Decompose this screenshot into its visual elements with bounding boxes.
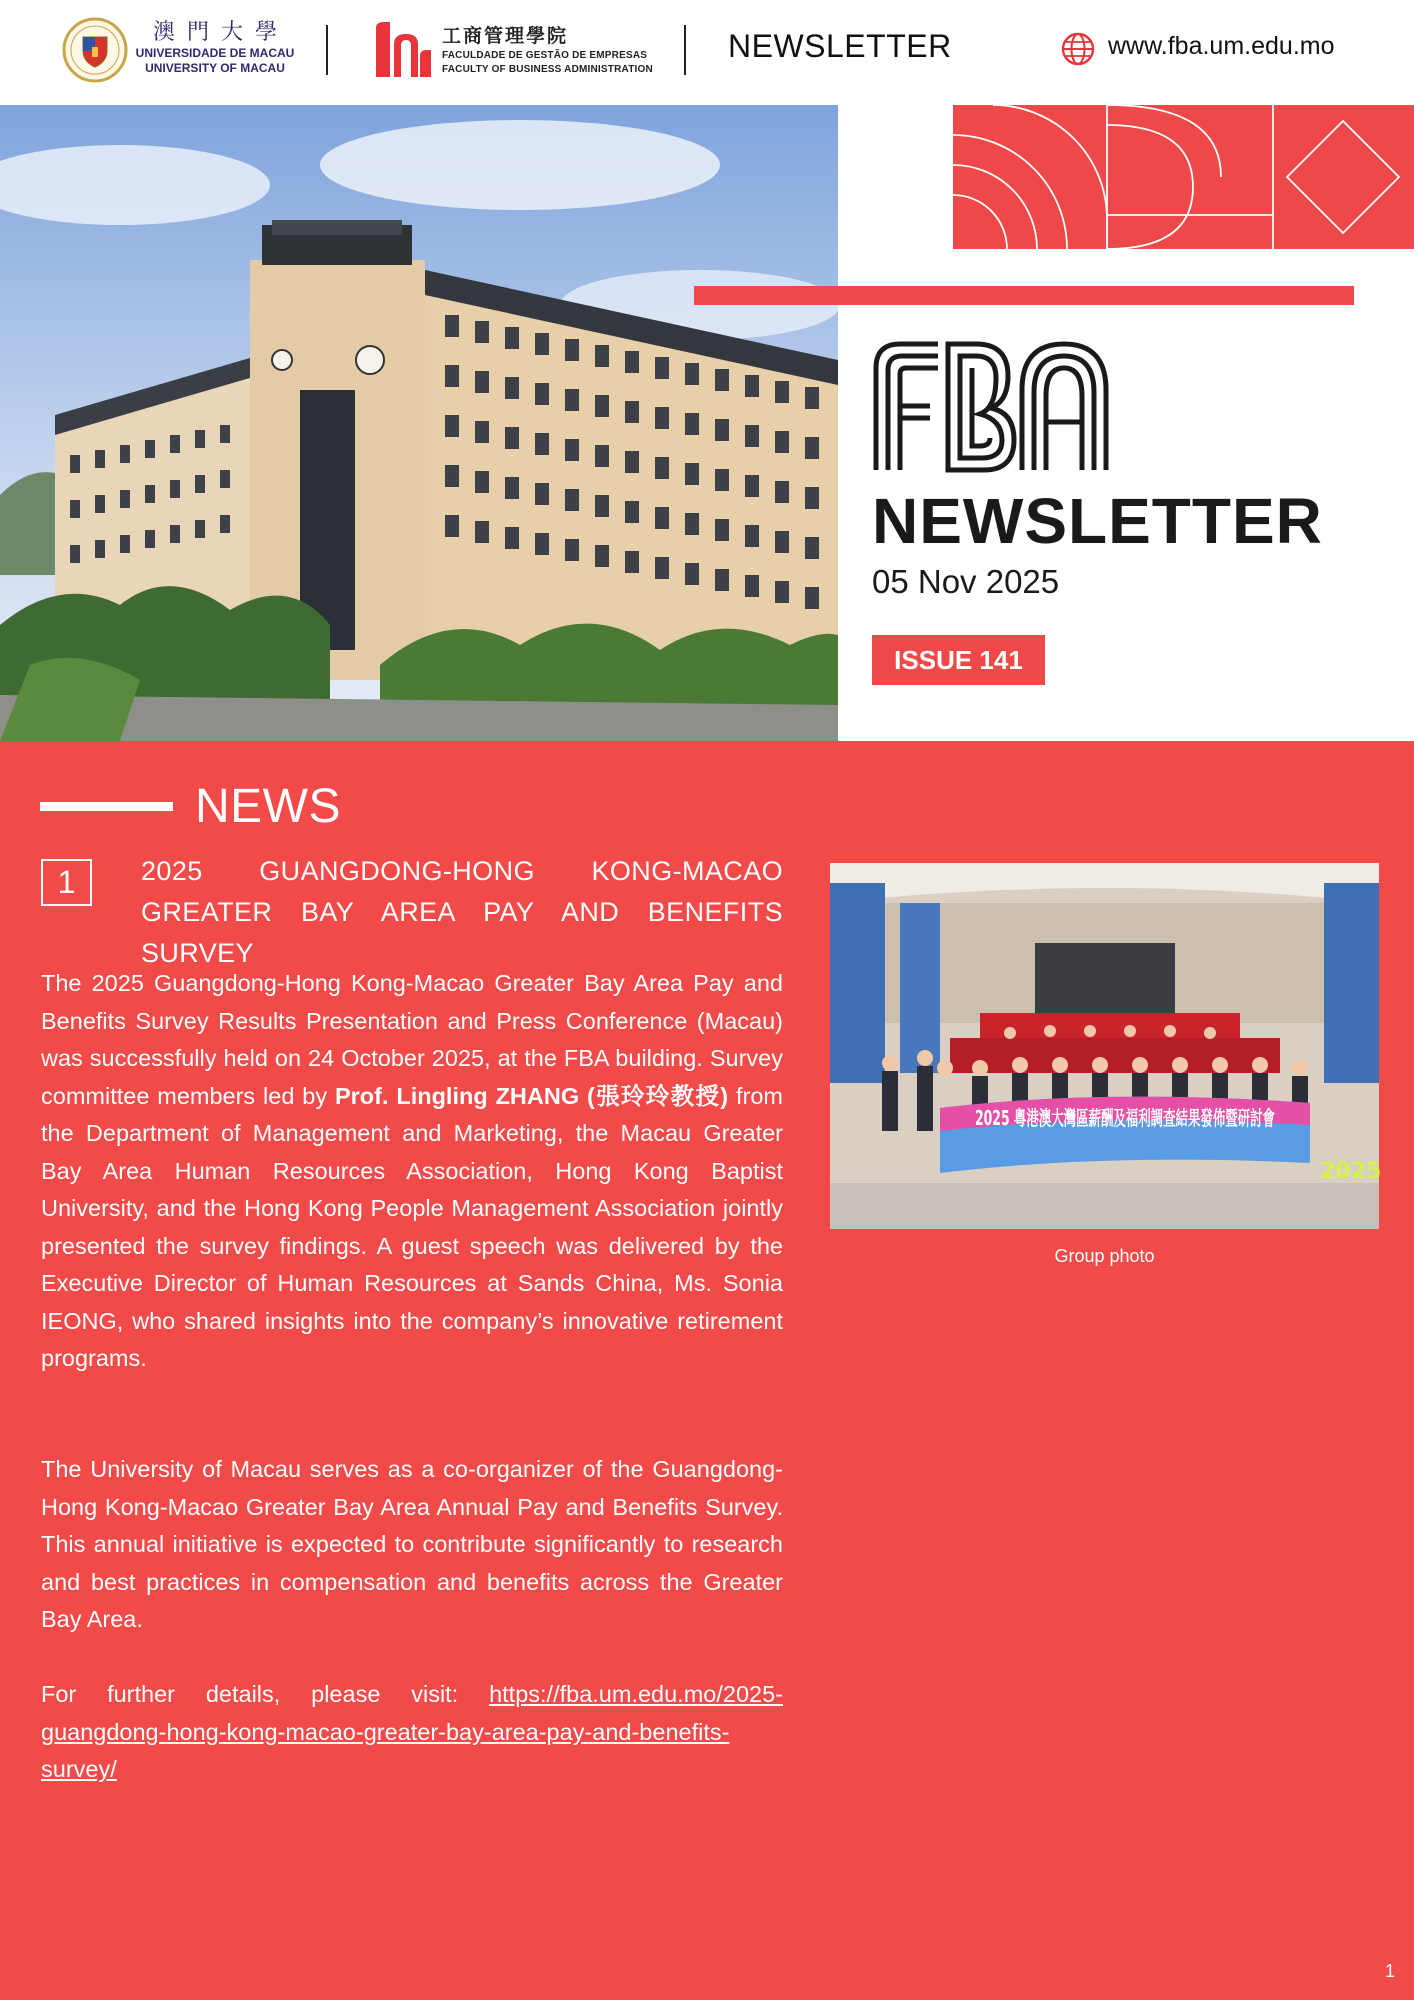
university-of-macau-crest-icon	[62, 17, 128, 83]
group-photo	[830, 863, 1382, 1229]
newsletter-title: NEWSLETTER	[872, 485, 1323, 557]
website-link[interactable]: www.fba.um.edu.mo	[1108, 32, 1335, 60]
fba-english-name: FACULTY OF BUSINESS ADMINISTRATION	[442, 64, 653, 75]
issue-badge: ISSUE 141	[872, 635, 1045, 685]
header-divider	[326, 25, 328, 75]
decorative-red-pattern	[953, 105, 1414, 249]
um-portuguese-name: UNIVERSIDADE DE MACAU	[135, 46, 295, 60]
news-heading: NEWS	[195, 780, 341, 833]
hero-accent-bar	[694, 286, 1354, 305]
university-of-macau-wordmark	[135, 20, 295, 76]
fba-wordmark	[442, 25, 653, 77]
paragraph-text: The 2025 Guangdong-Hong Kong-Macao Greater Bay Area Pay and Benefits Survey Results Presentation and Press Conference (Macau) was successfully held on 24 October 2025, at the FBA building. Survey committee members led by	[41, 970, 783, 1109]
article-paragraph-2: The University of Macau serves as a co-organizer of the Guangdong-Hong Kong-Macao Greater Bay Area Annual Pay and Benefits Survey. This annual initiative is expected to contribute significantly to research and best practices in compensation and benefits across the Greater Bay Area.	[41, 1456, 783, 1632]
um-english-name: UNIVERSITY OF MACAU	[145, 61, 285, 75]
news-section	[0, 741, 1414, 2000]
professor-name: Prof. Lingling ZHANG (張玲玲教授)	[334, 1082, 729, 1109]
page-number: 1	[1385, 1961, 1396, 1981]
article-details-link[interactable]: https://fba.um.edu.mo/2025-guangdong-hong-kong-macao-greater-bay-area-pay-and-benefits-survey/	[41, 1681, 783, 1782]
article-paragraph-1	[41, 965, 783, 1378]
photo-year-badge: 2025	[1320, 1159, 1382, 1184]
fba-chinese-name: 工商管理學院	[442, 26, 569, 47]
news-heading-rule	[40, 802, 173, 811]
header-divider	[684, 25, 686, 75]
globe-icon	[1061, 32, 1095, 66]
article-title: 2025 GUANGDONG-HONG KONG-MACAO GREATER BAY AREA PAY AND BENEFITS SURVEY	[141, 856, 783, 968]
photo-banner-text: 2025 粵港澳大灣區薪酬及福利調查結果發佈暨研討會	[975, 1106, 1275, 1130]
campus-building-photo	[0, 105, 838, 741]
article-number: 1	[41, 859, 92, 906]
paragraph-text: For further details, please visit:	[41, 1681, 490, 1707]
article-paragraph-3	[41, 1676, 783, 1789]
header-newsletter-label: NEWSLETTER	[728, 28, 952, 64]
fba-portuguese-name: FACULDADE DE GESTÃO DE EMPRESAS	[442, 50, 648, 61]
photo-caption: Group photo	[1054, 1246, 1155, 1266]
issue-date: 05 Nov 2025	[872, 563, 1060, 600]
fba-logo-mark-icon	[376, 22, 431, 77]
header	[0, 0, 1414, 105]
paragraph-text: from the Department of Management and Marketing, the Macau Greater Bay Area Human Resources Association, Hong Kong Baptist University, and the Hong Kong People Management Association jointly presented the survey findings. A guest speech was delivered by the Executive Director of Human Resources at Sands China, Ms. Sonia IEONG, who shared insights into the company’s innovative retirement programs.	[41, 1082, 783, 1371]
hero-banner	[0, 105, 1414, 741]
um-chinese-name: 澳門大學	[152, 20, 289, 45]
fba-brand-logo	[872, 340, 1112, 472]
